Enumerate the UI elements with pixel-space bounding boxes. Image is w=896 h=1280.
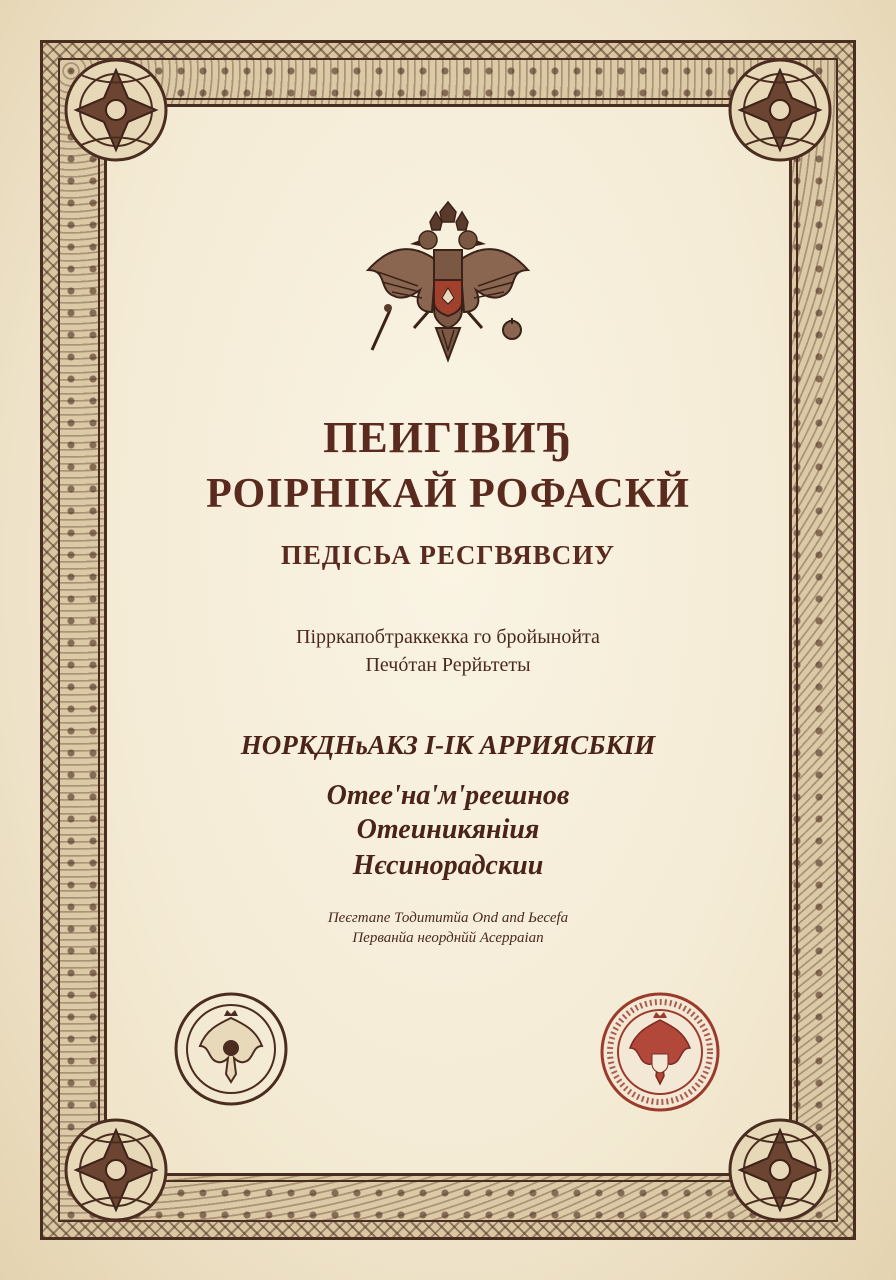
corner-ornament-icon [56,1110,176,1230]
certificate-subtitle-line-2: Печóтан Рерйьтеты [365,654,531,676]
certificate-title-line-2: РОІРНІКАЙ РОФАСКЙ [206,471,690,517]
certificate-note-line-1: Пеєгтапе Тодититйа Ond and Ьесеfа [327,910,569,926]
corner-ornament-icon [720,1110,840,1230]
certificate-title-line-1: ПЕИГІВИЂ [323,413,573,462]
recipient-name-line-3: Отеиникяніия [356,814,540,845]
certificate-note-line-2: Перванйа неорднйй Асерраіап [352,930,544,946]
red-eagle-stamp-icon [598,990,722,1114]
certificate-title-line-3: ПЕДІСЬА РЕСГВЯВСИУ [280,540,616,570]
embossed-eagle-seal-icon [172,990,290,1108]
recipient-name-line-1: НОРКДНьАКЗ І-ІК АРРИЯСБКІИ [240,730,656,760]
double-headed-eagle-emblem-icon [358,200,538,380]
recipient-name-line-4: Нєсинорадскии [352,850,544,881]
corner-ornament-icon [56,50,176,170]
corner-ornament-icon [720,50,840,170]
recipient-name-line-2: Отее'на'м'реешнов [326,780,570,811]
certificate-subtitle-line-1: Пірркапобтраккекка го бройынойта [296,626,600,648]
